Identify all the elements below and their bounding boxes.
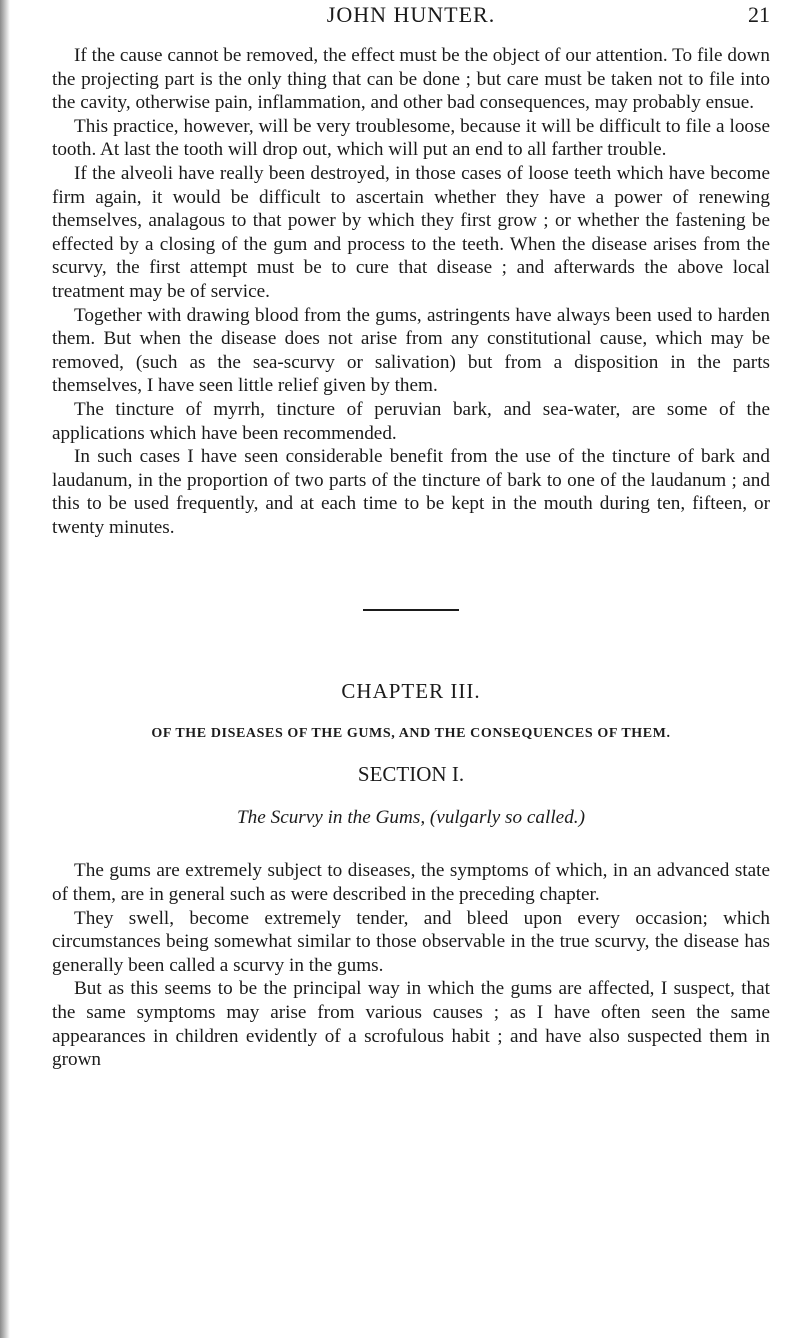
chapter-title: CHAPTER III. xyxy=(341,679,481,704)
body-text-before-chapter xyxy=(52,44,770,539)
paragraph: This practice, however, will be very troublesome, because it will be difficult to file a loose tooth. At last the tooth will drop out, which will put an end to all farther trouble. xyxy=(52,115,770,161)
paragraph: The tincture of myrrh, tincture of peruvian bark, and sea-water, are some of the applications which have been recommended. xyxy=(52,398,770,444)
paragraph: In such cases I have seen considerable benefit from the use of the tincture of bark and laudanum, in the proportion of two parts of the tincture of bark to one of the laudanum ; and this to be used frequently, and at each time to be kept in the mouth during ten, fifteen, or twenty minutes. xyxy=(52,446,770,538)
paragraph: They swell, become extremely tender, and bleed upon every occasion; which circumstances being somewhat similar to those observable in the true scurvy, the disease has generally been called a scurvy in the gums. xyxy=(52,907,770,976)
page-number: 21 xyxy=(748,2,770,27)
body-text-section xyxy=(52,859,770,1071)
chapter-divider-rule xyxy=(363,609,459,611)
running-head xyxy=(52,0,770,44)
chapter-subtitle: OF THE DISEASES OF THE GUMS, AND THE CONSEQUENCES OF THEM. xyxy=(151,726,671,742)
book-page xyxy=(52,0,770,1072)
running-title: JOHN HUNTER. xyxy=(326,2,496,27)
section-title: SECTION I. xyxy=(357,762,465,787)
page-binding-shadow xyxy=(0,0,10,1338)
section-subtitle: The Scurvy in the Gums, (vulgarly so called.) xyxy=(237,807,585,829)
paragraph: But as this seems to be the principal way in which the gums are affected, I suspect, that the same symptoms may arise from various causes ; as I have often seen the same appearances in children evidently of a scrofulous habit ; and have also suspected them in grown xyxy=(52,978,770,1071)
paragraph: The gums are extremely subject to diseases, the symptoms of which, in an advanced state of them, are in general such as were described in the preceding chapter. xyxy=(52,860,770,906)
paragraph: Together with drawing blood from the gums, astringents have always been used to harden them. But when the disease does not arise from any constitutional cause, which may be removed, (such as the sea-scurvy or salivation) but from a disposition in the parts themselves, I have seen little relief given by them. xyxy=(52,304,770,397)
paragraph: If the cause cannot be removed, the effect must be the object of our attention. To file down the projecting part is the only thing that can be done ; but care must be taken not to file into the cavity, otherwise pain, inflammation, and other bad consequences, may probably ensue. xyxy=(52,45,770,114)
paragraph: If the alveoli have really been destroyed, in those cases of loose teeth which have become firm again, it would be difficult to ascertain whether they have a power of renewing themselves, analagous to that power by which they first grow ; or whether the fastening be effected by a closing of the gum and process to the teeth. When the disease arises from the scurvy, the first attempt must be to cure that disease ; and afterwards the above local treatment may be of service. xyxy=(52,162,770,302)
